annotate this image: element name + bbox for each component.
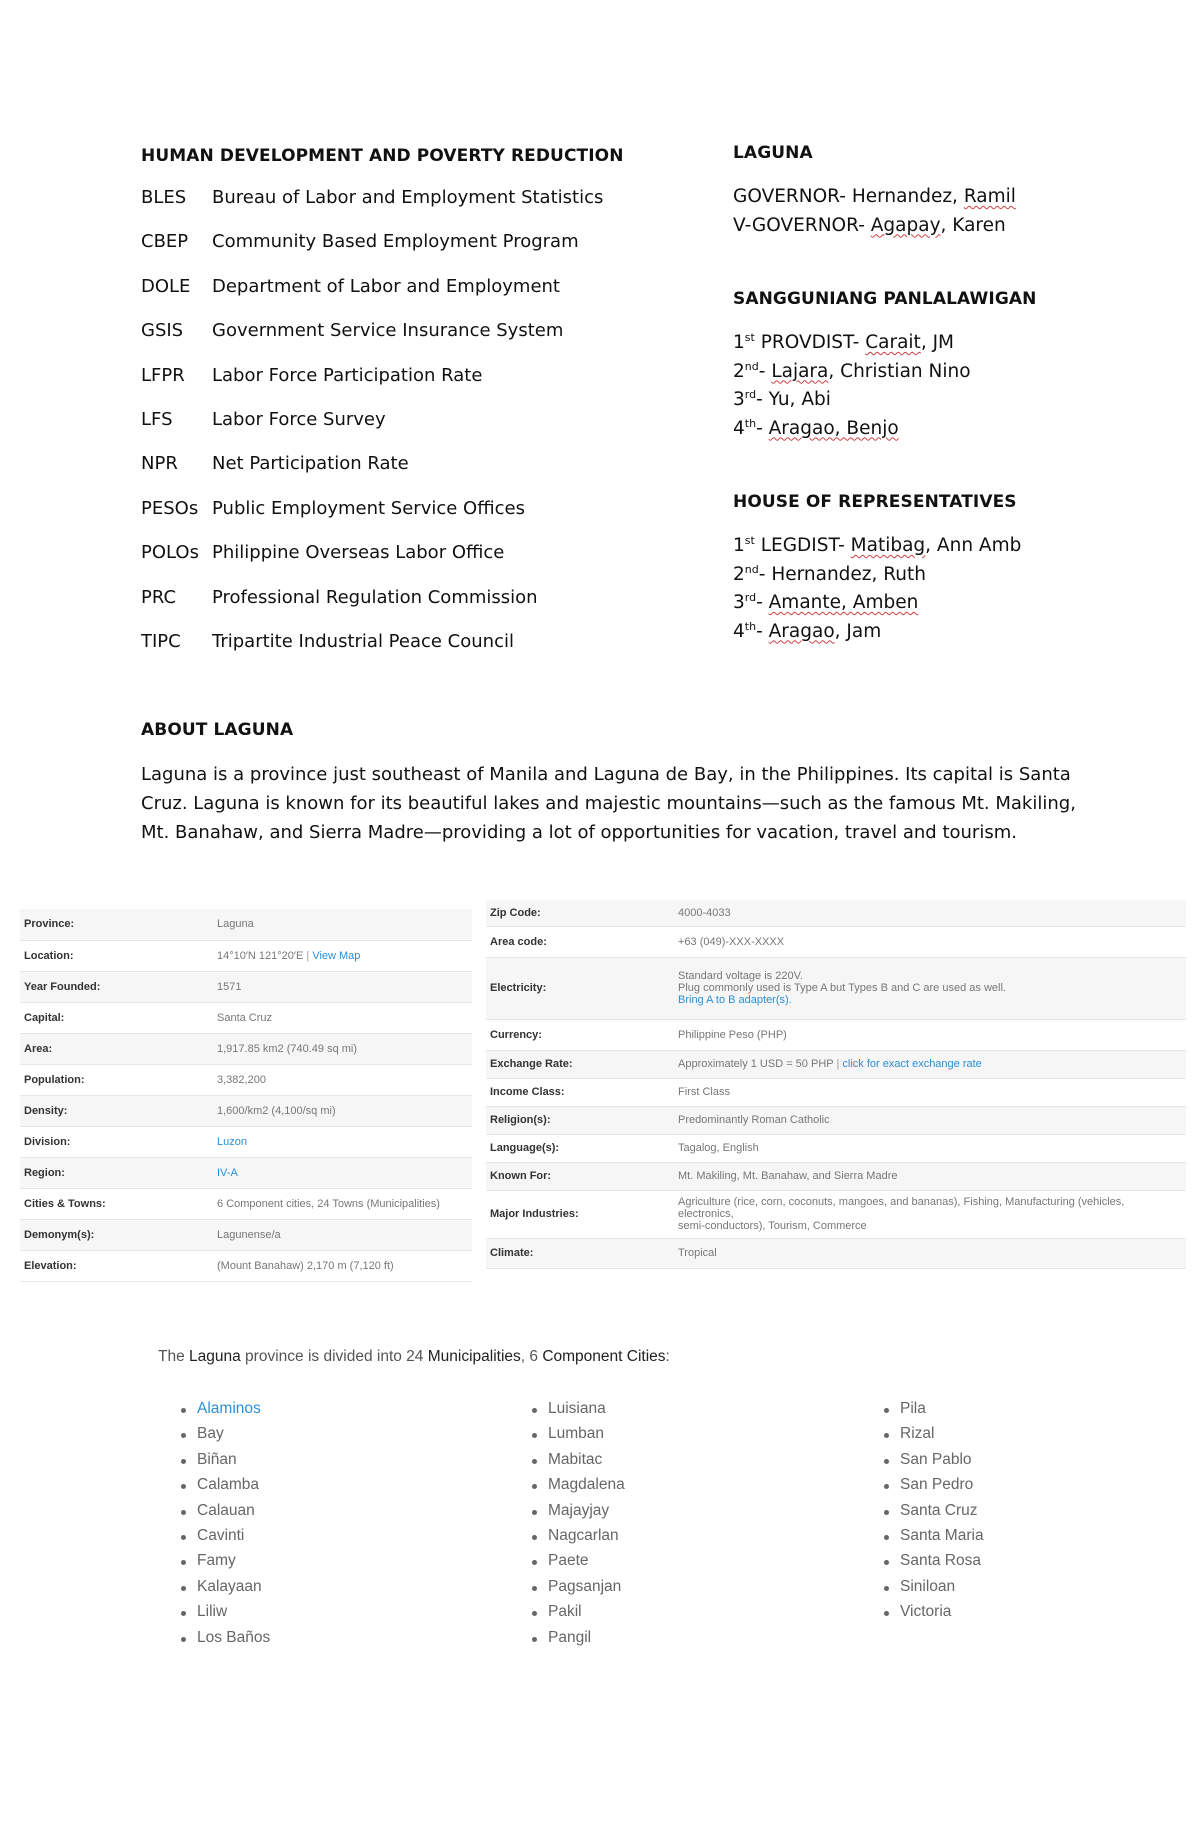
- table-row: [486, 1019, 1186, 1050]
- acronym-abbr: PESOs: [141, 497, 199, 519]
- table-value: 6 Component cities, 24 Towns (Municipalities): [213, 1188, 472, 1219]
- table-row: [486, 957, 1186, 1019]
- table-row: [20, 971, 472, 1002]
- acronyms-title: HUMAN DEVELOPMENT AND POVERTY REDUCTION: [141, 146, 624, 166]
- table-value: Tagalog, English: [674, 1134, 1186, 1162]
- table-key: Population:: [20, 1064, 213, 1095]
- list-item: Paete: [532, 1552, 625, 1577]
- table-key: Known For:: [486, 1162, 674, 1190]
- list-item: Siniloan: [884, 1578, 984, 1603]
- sangguniang-row: 1st PROVDIST- Carait, JM: [733, 330, 954, 353]
- acronym-row: [141, 365, 641, 409]
- table-key: Capital:: [20, 1002, 213, 1033]
- table-key: Division:: [20, 1126, 213, 1157]
- province-info-table: [20, 909, 472, 1282]
- table-value: 1571: [213, 971, 472, 1002]
- sangguniang-row: 3rd- Yu, Abi: [733, 387, 831, 410]
- acronym-abbr: TIPC: [141, 630, 181, 652]
- acronym-row: [141, 631, 641, 675]
- sangguniang-title: SANGGUNIANG PANLALAWIGAN: [733, 289, 1037, 309]
- table-key: Area code:: [486, 926, 674, 957]
- table-value: 1,917.85 km2 (740.49 sq mi): [213, 1033, 472, 1064]
- table-row: [486, 1134, 1186, 1162]
- table-value: Laguna: [213, 909, 472, 940]
- table-row: [20, 1002, 472, 1033]
- table-key: Location:: [20, 940, 213, 971]
- vgovernor-last-name: Agapay: [870, 214, 941, 236]
- table-value: Predominantly Roman Catholic: [674, 1106, 1186, 1134]
- acronym-definition: Labor Force Participation Rate: [212, 364, 483, 386]
- acronym-row: [141, 542, 641, 586]
- house-row: 1st LEGDIST- Matibag, Ann Amb: [733, 533, 1022, 556]
- acronym-row: [141, 498, 641, 542]
- table-row: [20, 1157, 472, 1188]
- table-key: Demonym(s):: [20, 1219, 213, 1250]
- table-row: [20, 1219, 472, 1250]
- list-item: Luisiana: [532, 1400, 625, 1425]
- table-row: [20, 940, 472, 971]
- list-item: Majayjay: [532, 1502, 625, 1527]
- house-row: 2nd- Hernandez, Ruth: [733, 562, 926, 585]
- table-row: [486, 1106, 1186, 1134]
- list-item: Los Baños: [181, 1629, 270, 1654]
- municipality-list-col2: [532, 1400, 625, 1654]
- acronym-definition: Net Participation Rate: [212, 453, 409, 475]
- sangguniang-list: [733, 332, 1173, 446]
- table-value: First Class: [674, 1078, 1186, 1106]
- acronym-abbr: LFS: [141, 408, 173, 430]
- acronym-definition: Labor Force Survey: [212, 408, 386, 430]
- list-item: Nagcarlan: [532, 1527, 625, 1552]
- table-key: Cities & Towns:: [20, 1188, 213, 1219]
- acronym-abbr: POLOs: [141, 542, 199, 564]
- acronym-abbr: DOLE: [141, 275, 191, 297]
- table-row: [20, 1188, 472, 1219]
- view-map-link[interactable]: View Map: [312, 949, 361, 962]
- table-key: Exchange Rate:: [486, 1050, 674, 1078]
- list-item: Famy: [181, 1552, 270, 1577]
- table-key: Religion(s):: [486, 1106, 674, 1134]
- acronym-row: [141, 587, 641, 631]
- table-key: Climate:: [486, 1238, 674, 1268]
- table-value: Tropical: [674, 1238, 1186, 1268]
- table-key: Year Founded:: [20, 971, 213, 1002]
- acronym-row: [141, 453, 641, 497]
- table-key: Density:: [20, 1095, 213, 1126]
- table-row: [486, 926, 1186, 957]
- table-row: [486, 1162, 1186, 1190]
- acronym-row: [141, 187, 641, 231]
- table-value: [213, 1126, 472, 1157]
- list-item: Calauan: [181, 1502, 270, 1527]
- table-key: Currency:: [486, 1019, 674, 1050]
- table-value: Lagunense/a: [213, 1219, 472, 1250]
- list-item: Kalayaan: [181, 1578, 270, 1603]
- acronym-row: [141, 276, 641, 320]
- acronym-abbr: GSIS: [141, 320, 184, 342]
- acronym-row: [141, 320, 641, 364]
- travel-info-table: [486, 900, 1186, 1269]
- table-row: [20, 1126, 472, 1157]
- vgovernor-line: [733, 215, 1173, 244]
- table-value: 14°10′N 121°20′E | View Map: [213, 940, 472, 971]
- table-key: Area:: [20, 1033, 213, 1064]
- acronym-abbr: CBEP: [141, 231, 189, 253]
- acronym-abbr: BLES: [141, 187, 187, 208]
- table-row: [486, 1238, 1186, 1268]
- exchange-rate-link[interactable]: click for exact exchange rate: [842, 1058, 982, 1070]
- list-item: Santa Cruz: [884, 1502, 984, 1527]
- table-value: [213, 1157, 472, 1188]
- house-title: HOUSE OF REPRESENTATIVES: [733, 492, 1017, 512]
- governor-line: [733, 186, 1173, 215]
- list-item: Santa Maria: [884, 1527, 984, 1552]
- municipality-list-col1: [181, 1400, 270, 1654]
- governor-first-name: Ramil: [963, 186, 1016, 207]
- governor-block: [733, 186, 1173, 243]
- table-value: (Mount Banahaw) 2,170 m (7,120 ft): [213, 1250, 472, 1281]
- table-key: Province:: [20, 909, 213, 940]
- table-key: Region:: [20, 1157, 213, 1188]
- list-item: Pakil: [532, 1603, 625, 1628]
- laguna-title: LAGUNA: [733, 143, 813, 163]
- list-item: San Pablo: [884, 1451, 984, 1476]
- table-row: [20, 1250, 472, 1281]
- table-key: Zip Code:: [486, 900, 674, 926]
- list-item: Pila: [884, 1400, 984, 1425]
- list-item: Santa Rosa: [884, 1552, 984, 1577]
- acronym-abbr: NPR: [141, 453, 178, 475]
- table-row: [486, 1190, 1186, 1238]
- table-value: Standard voltage is 220V. Plug commonly used is Type A but Types B and C are used as well. Bring A to B adapter(s).: [674, 957, 1186, 1019]
- list-item: Magdalena: [532, 1476, 625, 1501]
- list-item: San Pedro: [884, 1476, 984, 1501]
- table-row: [486, 1050, 1186, 1078]
- table-row: [20, 1095, 472, 1126]
- table-value: +63 (049)-XXX-XXXX: [674, 926, 1186, 957]
- sangguniang-row: 2nd- Lajara, Christian Nino: [733, 359, 971, 382]
- list-item: Rizal: [884, 1425, 984, 1450]
- acronym-definition: Bureau of Labor and Employment Statistics: [212, 187, 604, 208]
- table-key: Income Class:: [486, 1078, 674, 1106]
- table-key: Electricity:: [486, 957, 674, 1019]
- list-item: Pagsanjan: [532, 1578, 625, 1603]
- vgovernor-label: V-GOVERNOR-: [733, 214, 871, 236]
- table-value: Mt. Makiling, Mt. Banahaw, and Sierra Madre: [674, 1162, 1186, 1190]
- table-value: 4000-4033: [674, 900, 1186, 926]
- municipality-list-col3: [884, 1400, 984, 1629]
- list-item: Mabitac: [532, 1451, 625, 1476]
- house-row: 3rd- Amante, Amben: [733, 590, 919, 613]
- acronym-row: [141, 409, 641, 453]
- adapter-link[interactable]: Bring A to B adapter(s).: [678, 994, 792, 1006]
- list-item: Calamba: [181, 1476, 270, 1501]
- table-row: [486, 900, 1186, 926]
- list-item: Bay: [181, 1425, 270, 1450]
- acronym-definition: Government Service Insurance System: [212, 320, 564, 342]
- governor-label: GOVERNOR-: [733, 186, 852, 207]
- list-item: Cavinti: [181, 1527, 270, 1552]
- division-link[interactable]: Luzon: [217, 1135, 247, 1148]
- list-item: Pangil: [532, 1629, 625, 1654]
- acronym-list: [141, 187, 641, 675]
- list-item: Biñan: [181, 1451, 270, 1476]
- governor-last-name: Hernandez,: [851, 186, 964, 207]
- acronym-abbr: PRC: [141, 586, 177, 608]
- table-row: [20, 1033, 472, 1064]
- acronym-row: [141, 231, 641, 275]
- acronym-definition: Professional Regulation Commission: [212, 586, 538, 608]
- list-item: Liliw: [181, 1603, 270, 1628]
- table-value: Philippine Peso (PHP): [674, 1019, 1186, 1050]
- house-list: [733, 535, 1173, 649]
- acronym-definition: Public Employment Service Offices: [212, 497, 525, 519]
- table-key: Major Industries:: [486, 1190, 674, 1238]
- list-item: Lumban: [532, 1425, 625, 1450]
- acronym-abbr: LFPR: [141, 364, 185, 386]
- table-row: [20, 909, 472, 940]
- table-value: Santa Cruz: [213, 1002, 472, 1033]
- acronym-definition: Community Based Employment Program: [212, 231, 579, 253]
- list-item[interactable]: Alaminos: [181, 1400, 270, 1425]
- table-value: Approximately 1 USD = 50 PHP | click for exact exchange rate: [674, 1050, 1186, 1078]
- table-value: 1,600/km2 (4,100/sq mi): [213, 1095, 472, 1126]
- vgovernor-first-name: , Karen: [940, 214, 1006, 236]
- acronym-definition: Tripartite Industrial Peace Council: [212, 630, 514, 652]
- table-value: 3,382,200: [213, 1064, 472, 1095]
- list-item: Victoria: [884, 1603, 984, 1628]
- table-row: [20, 1064, 472, 1095]
- acronym-definition: Philippine Overseas Labor Office: [212, 542, 505, 564]
- municipalities-intro: The Laguna province is divided into 24 Municipalities, 6 Component Cities:: [158, 1348, 670, 1365]
- table-row: [486, 1078, 1186, 1106]
- acronym-definition: Department of Labor and Employment: [212, 275, 560, 297]
- about-title: ABOUT LAGUNA: [141, 720, 294, 740]
- sangguniang-row: 4th- Aragao, Benjo: [733, 416, 899, 439]
- about-paragraph: Laguna is a province just southeast of Manila and Laguna de Bay, in the Philippines. Its capital is Santa Cruz. Laguna is known for its beautiful lakes and majestic mountains—such as the famous Mt. Makiling, Mt. Banahaw, and Sierra Madre—providing a lot of opportunities for vacation, travel and tourism.: [141, 764, 1076, 843]
- region-link[interactable]: IV-A: [217, 1166, 238, 1179]
- table-key: Elevation:: [20, 1250, 213, 1281]
- house-row: 4th- Aragao, Jam: [733, 619, 882, 642]
- table-key: Language(s):: [486, 1134, 674, 1162]
- table-value: Agriculture (rice, corn, coconuts, mangoes, and bananas), Fishing, Manufacturing (vehicles, electronics, semi-conductors), Tourism, Commerce: [674, 1190, 1186, 1238]
